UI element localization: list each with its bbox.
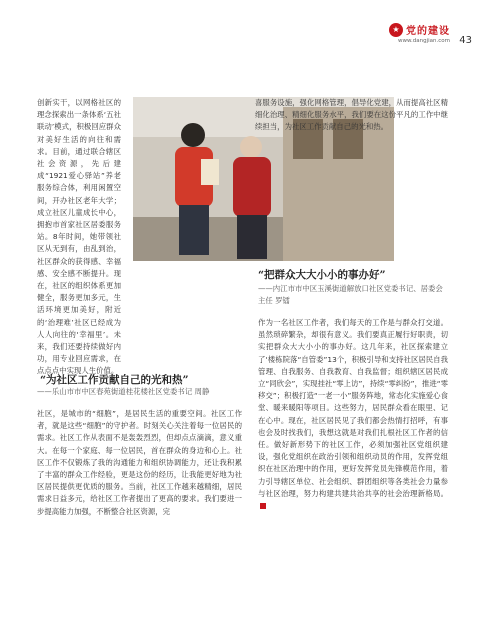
article-title: “把群众大大小小的事办好”: [258, 269, 386, 281]
article1-paragraph-2: 喜服务设施，强化网格管理，倡导化党建，从而提高社区精细化治理、精细化服务水平，我们要在这份平凡的工作中继续担当，为社区工作贡献自己的光和热。: [255, 98, 448, 132]
end-mark-icon: [260, 503, 266, 509]
site-url: www.dangjian.com: [398, 38, 450, 44]
party-emblem-icon: ★: [389, 23, 403, 37]
article-title: “为社区工作贡献自己的光和热”: [40, 374, 189, 386]
logo-text: 党的建设: [406, 26, 450, 37]
article1-paragraph: 创新实干，以网格社区的理念探索出一条体系‘五社联动’模式，积极回应群众对美好生活的向往和需求。目前，通过联合辖区社会资源，先后建成“1921爱心驿站”养老服务综合体，利用闲置空间，开办社区老年大学；成立社区儿童成长中心，拥抱市首家社区居委服务站。8年时间，她带领社区从无到有，由乱到治，社区群众的获得感、幸福感、安全感不断提升。现在，社区的组织体系更加健全，服务更加多元，生活环境更加美好，附近的‘治理难’社区已经成为人人向往的‘幸福里’。未来，我们还要持续做好内功，用专业回应需求，在点点点中实现人生价值。: [37, 98, 121, 376]
page-header: [389, 22, 450, 44]
article-body: 社区，是城市的“细胞”，是居民生活的重要空间。社区工作者，就是这些“细胞”的守护者。时刻关心关注着每一位居民的需求。社区工作从表面不是轰轰烈烈，但却点点滴滴，意义重大。在每一个家庭、每一位居民，首在群众的身边和心上。社区工作不仅锻炼了我的沟通能力和组织协调能力，还让我积累了丰富的群众工作经验，更是这份的经历，让我能更好地为社区居民提供更优质的服务。当前，社区工作越来越精细，居民需求日益多元，给社区工作者提出了更高的要求。我们要进一步提高能力加强，不断整合社区资源，完: [37, 409, 242, 516]
article-body: [258, 317, 448, 583]
article-body-text: 作为一名社区工作者，我们每天的工作是与群众打交道。虽然琐碎繁杂，却很有意义。我们要真正履行好职责，切实把群众大大小小的事办好。这几年来，社区探索建立了‘楼栋院落“自管委”13个，积极引导和支持社区居民自我管理、自我服务、自我教育、自我监督；组织辖区居民成立“同欣会”，实现挂社“零上访”，持续“零纠纷”，推进“零移交”；积极打造“一老一小”服务阵地，常态化实施爱心食堂、暖来暖阳等项目。这些努力，居民群众看在眼里、记在心中。现在，社区居民见了我们都会热情打招呼，有事也会及时找我们，我想这就是对我们扎根社区工作者的信任。做好新形势下的社区工作，必须加强社区党组织建设，强化党组织在政治引领和组织动员的作用，发挥党组织在社区治理中的作用，更好发挥党员先锋模范作用，着力引导辖区单位、社会组织、群团组织等各类社会力量参与社区治理，努力构建共建共治共享的社会治理新格局。: [258, 318, 448, 498]
magazine-logo: [389, 22, 450, 37]
article-byline: ——内江市市中区玉溪街道解放口社区党委书记、居委会主任 罗镭: [258, 284, 443, 305]
article-byline: ——乐山市市中区春苑街道桂花楼社区党委书记 周静: [37, 387, 210, 396]
page-number: 43: [459, 35, 472, 46]
